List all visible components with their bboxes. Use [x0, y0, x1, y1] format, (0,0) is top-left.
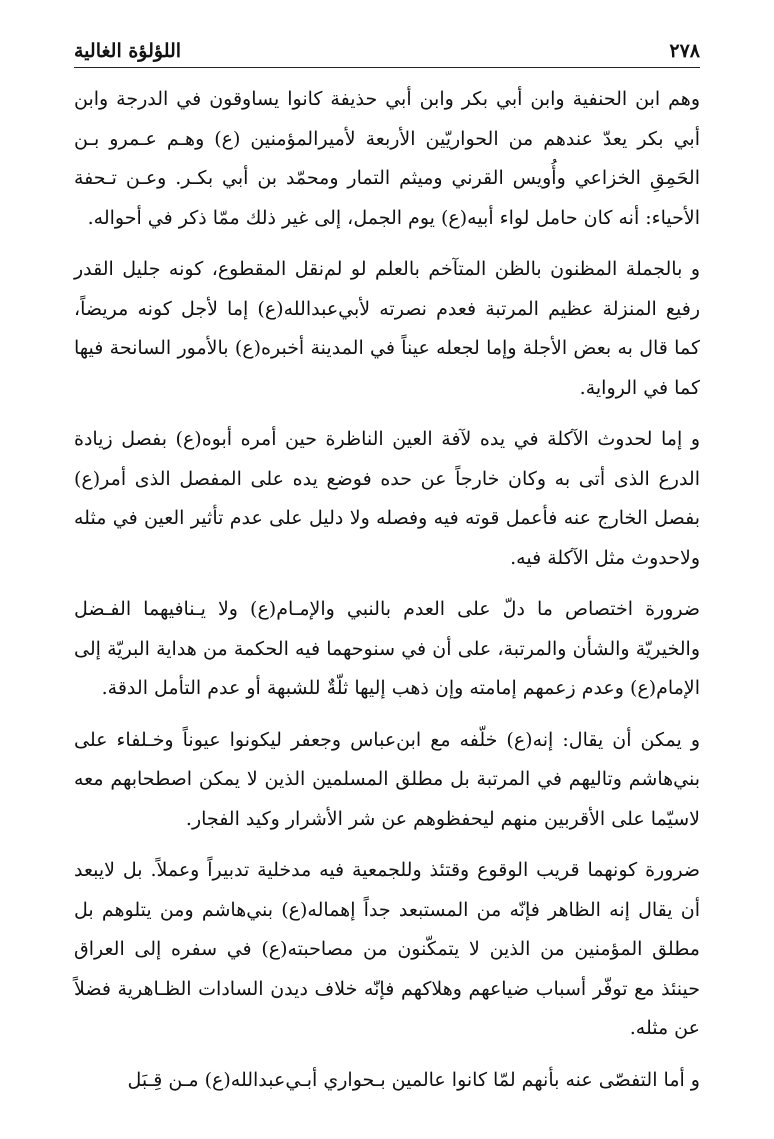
paragraph: و أما التفصّى عنه بأنهم لمّا كانوا عالمين بـحواري أبـي‌عبدالله(ع) مـن قِـبَل — [127, 1068, 700, 1091]
page-number: ٢٧٨ — [669, 40, 700, 62]
running-title: اللؤلؤة الغالية — [74, 40, 182, 62]
body-text — [74, 80, 700, 1112]
paragraph: وهم ابن الحنفية وابن أبي بكر وابن أبي حذيفة كانوا يساوقون في الدرجة وابن أبي بكر يعدّ عندهم من الحواريّين الأربعة لأميرالمؤمنين (ع) وهـم عـمرو بـن الحَمِقِ الخزاعي وأُويس القرني وميثم التمار ومحمّد بن أبي بكـر. وعـن تـحفة الأحياء: أنه كان حامل لواء أبيه(ع) يوم الجمل، إلى غير ذلك ممّا ذكر في أحواله. — [74, 88, 700, 229]
header-divider — [74, 67, 700, 68]
paragraph: ضرورة كونهما قريب الوقوع وقتئذ وللجمعية فيه مدخلية تدبيراً وعملاً. بل لايبعد أن يقال إنه الظاهر فإنّه من المستبعد جداً إهماله(ع) بني‌هاشم ومن يتلوهم بل مطلق المؤمنين من الذين لا يتمكّنون من مصاحبته(ع) في سفره إلى العراق حينئذ مع توفّر أسباب ضياعهم وهلاكهم فإنّه خلاف ديدن السادات الظـاهرية فضلاً عن مثله. — [74, 859, 700, 1039]
paragraph: و إما لحدوث الآكلة في يده لآفة العين الناظرة حين أمره أبوه(ع) بفصل زيادة الدرع الذى أتى به وكان خارجاً عن حده فوضع يده على المفصل الذى أمر(ع) بفصل الخارج عنه فأعمل قوته فيه وفصله ولا دليل على عدم تأثير العين في مثله ولاحدوث مثل الآكلة فيه. — [74, 428, 700, 569]
paragraph: و يمكن أن يقال: إنه(ع) خلّفه مع ابن‌عباس وجعفر ليكونوا عيوناً وخـلفاء على بني‌هاشم وتاليهم في المرتبة بل مطلق المسلمين الذين لا يمكن اصطحابهم معه لاسيّما على الأقربين منهم ليحفظوهم عن شر الأشرار وكيد الفجار. — [74, 728, 700, 830]
page-header — [74, 36, 700, 66]
paragraph: ضرورة اختصاص ما دلّ على العدم بالنبي والإمـام(ع) ولا يـنافيهما الفـضل والخيريّة والشأن والمرتبة، على أن في سنوحهما فيه الحكمة من هداية البريّة إلى الإمام(ع) وعدم زعمهم إمامته وإن ذهب إليها ثلّةٌ للشبهة أو عدم التأمل الدقة. — [74, 598, 700, 699]
paragraph: و بالجملة المظنون بالظن المتآخم بالعلم لو لم‌نقل المقطوع، كونه جليل القدر رفيع المنزلة عظيم المرتبة فعدم نصرته لأبي‌عبدالله(ع) إما لأجل كونه مريضاً، كما قال به بعض الأجلة وإما لجعله عيناً في المدينة أخبره(ع) بالأمور السانحة فيها كما في الرواية. — [74, 258, 700, 399]
